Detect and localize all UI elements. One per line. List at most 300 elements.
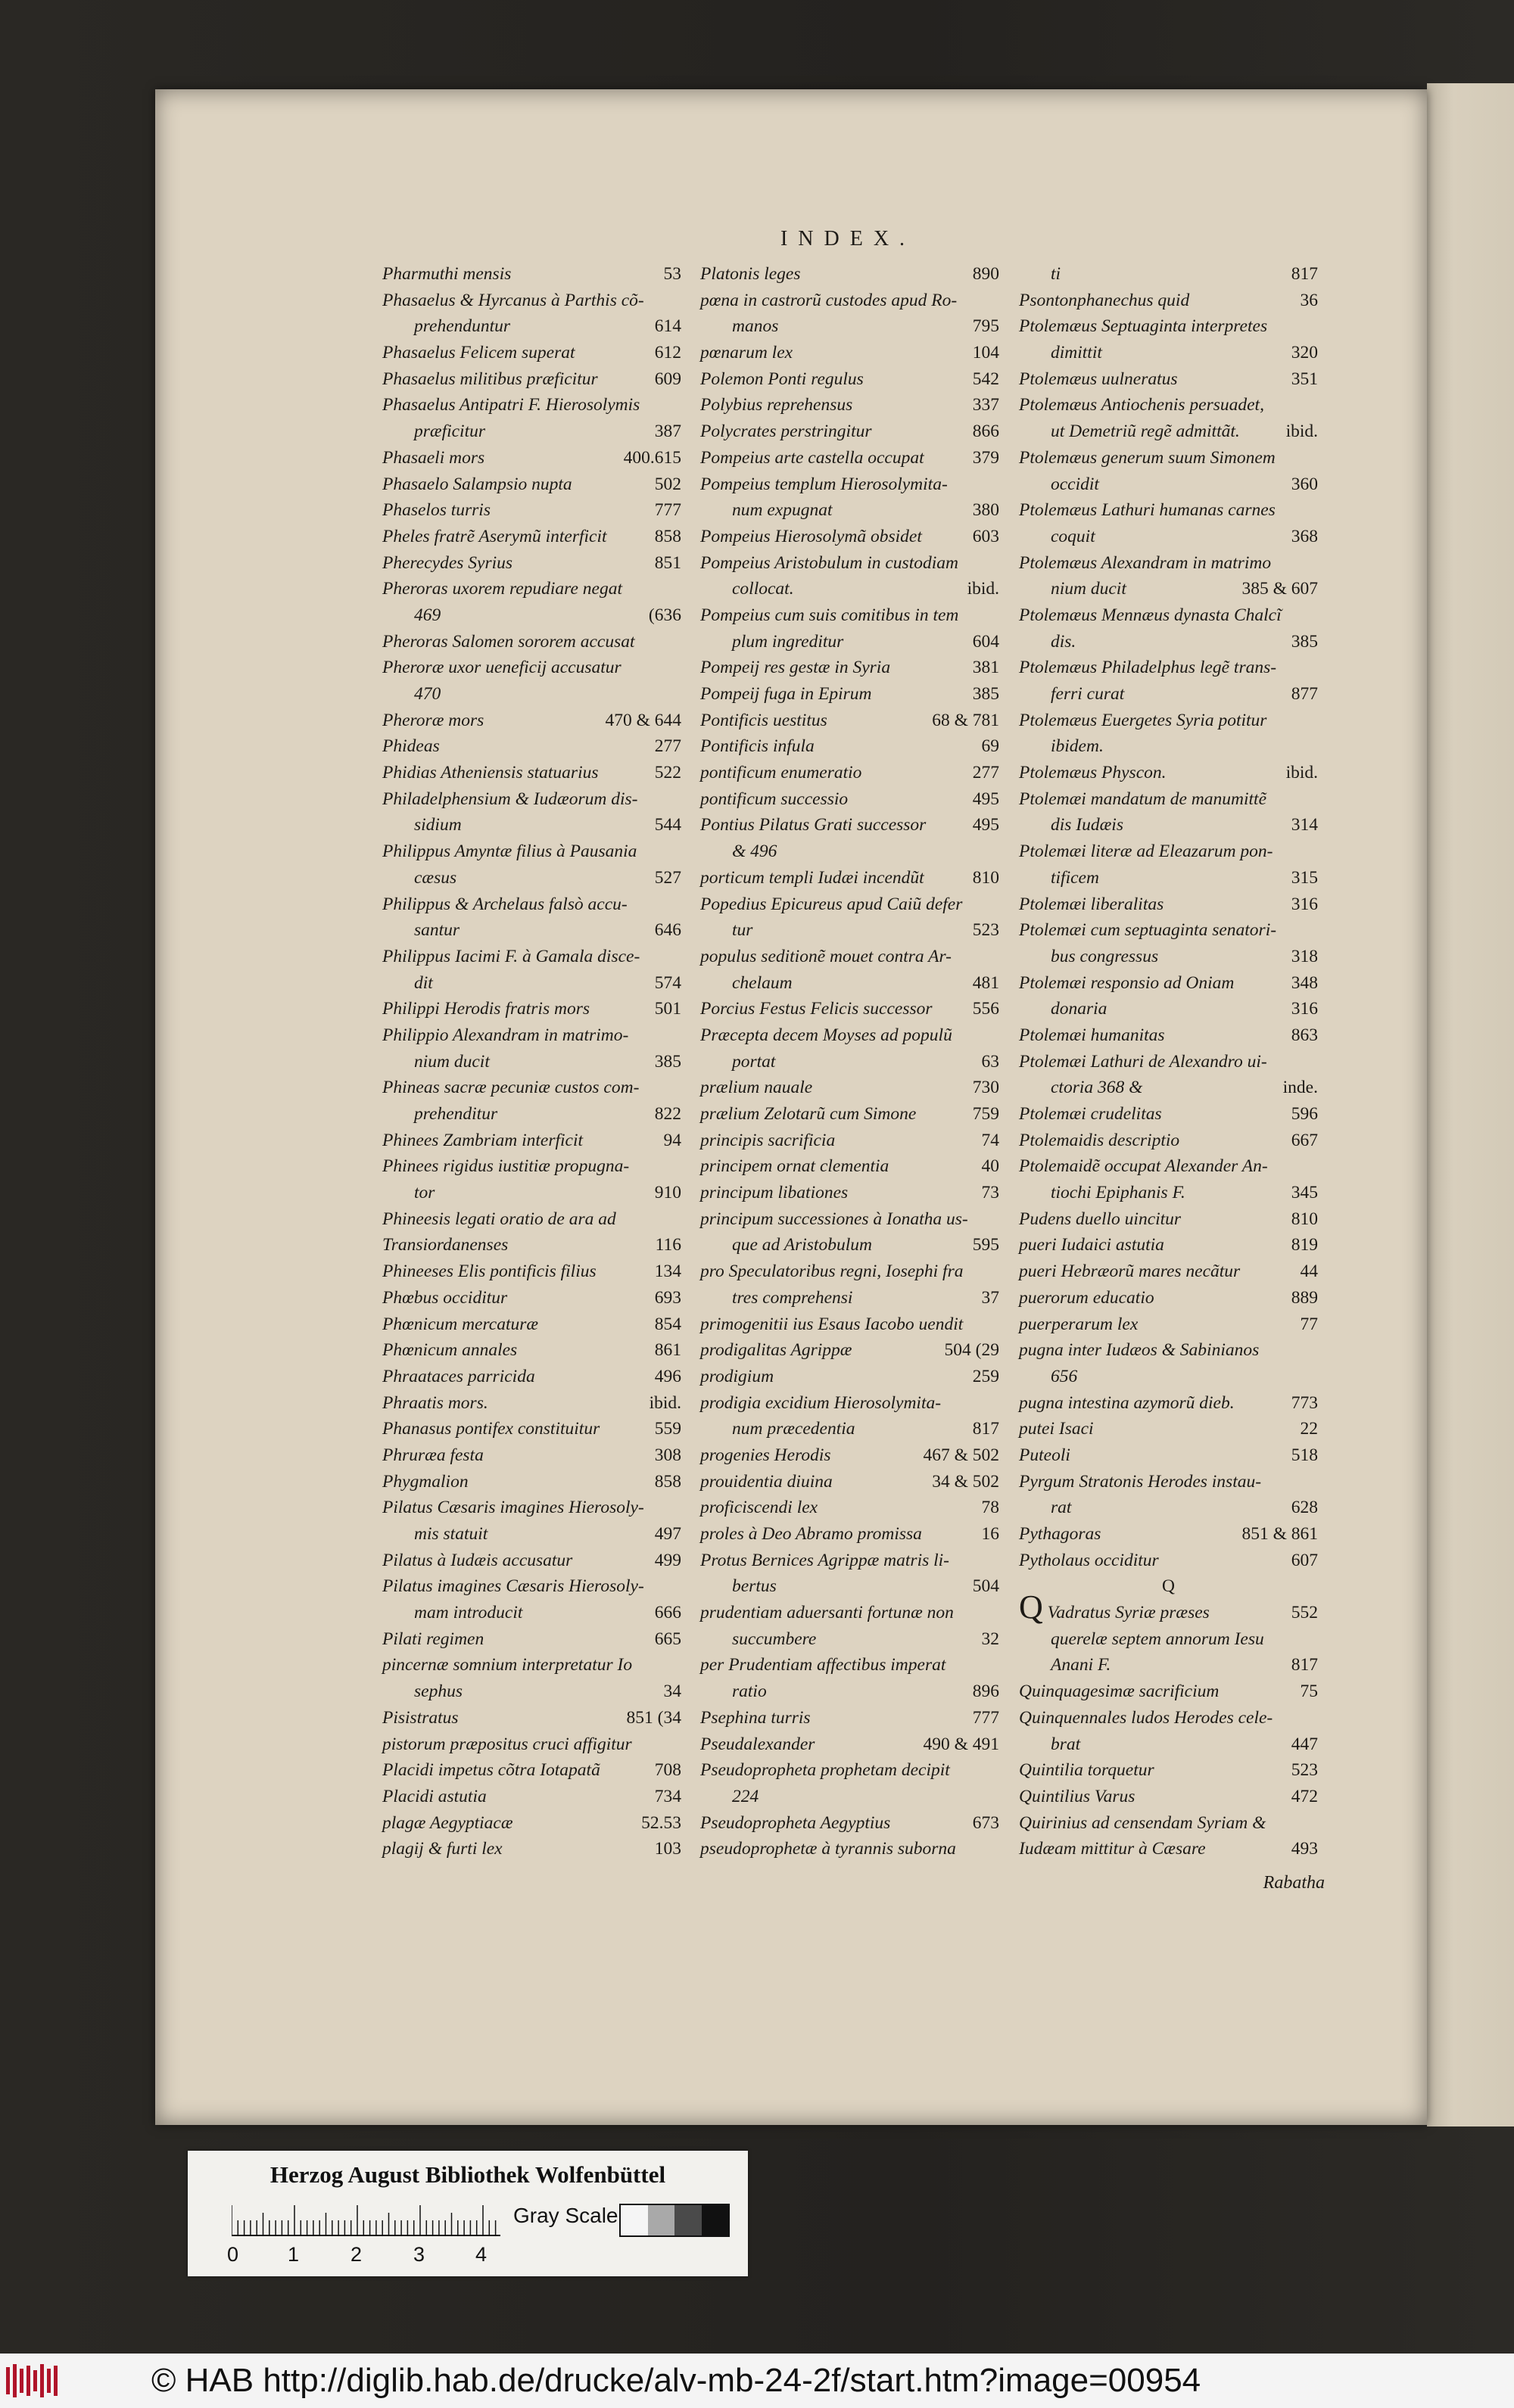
index-entry-page-number: 351: [1291, 369, 1318, 389]
index-entry-text: Pytholaus occiditur: [1019, 1550, 1159, 1570]
index-entry-page-number: 851 (34: [626, 1707, 681, 1728]
index-entry: [1019, 1337, 1318, 1364]
index-entry-page-number: 360: [1291, 474, 1318, 494]
index-entry: [382, 1232, 681, 1258]
index-entry-text: Ptolemæi mandatum de manumittẽ: [1019, 789, 1267, 809]
index-entry: [382, 891, 681, 918]
index-entry-text: prælium nauale: [700, 1078, 813, 1098]
index-entry-page-number: 609: [654, 369, 681, 389]
index-entry-page-number: 523: [972, 920, 999, 941]
index-entry-page-number: 759: [972, 1104, 999, 1124]
index-entry: [1019, 1258, 1318, 1285]
index-entry-text: Philippi Herodis fratris mors: [382, 999, 590, 1019]
index-entry-text: Ptolemæus uulneratus: [1019, 369, 1178, 389]
index-entry-page-number: 467 & 502: [923, 1445, 999, 1465]
index-entry: [1019, 1836, 1318, 1862]
index-entry-page-number: 777: [972, 1707, 999, 1728]
index-entry-page-number: 400.615: [623, 447, 681, 468]
index-entry: [382, 1153, 681, 1180]
index-entry: [382, 1101, 681, 1128]
index-entry: [1019, 1784, 1318, 1810]
index-entry-page-number: 75: [1300, 1682, 1318, 1702]
index-entry-text: Phinees rigidus iustitiæ propugna-: [382, 1156, 630, 1177]
index-entry-text: brat: [1051, 1734, 1081, 1754]
index-entry-page-number: 574: [654, 972, 681, 993]
gray-scale-label: Gray Scale: [513, 2204, 618, 2227]
index-entry-text: Puteoli: [1019, 1445, 1070, 1465]
index-entry: [382, 970, 681, 997]
index-entry-text: Ptolemæi responsio ad Oniam: [1019, 972, 1235, 993]
index-entry-text: Pharmuthi mensis: [382, 264, 512, 284]
index-entry: [700, 1731, 999, 1758]
index-entry: [700, 524, 999, 550]
index-entry: [1019, 366, 1318, 393]
index-entry-text: prudentiam aduersanti fortunæ non: [700, 1603, 954, 1623]
index-entry-text: Ptolemæus Lathuri humanas carnes: [1019, 500, 1276, 521]
index-entry: [700, 970, 999, 997]
index-entry-text: Philippus Iacimi F. à Gamala disce-: [382, 946, 640, 966]
index-entry: [382, 1390, 681, 1417]
index-entry: [1019, 1548, 1318, 1574]
index-entry-page-number: 504 (29: [944, 1340, 999, 1361]
index-entry-page-number: 385: [654, 1051, 681, 1072]
index-entry: [700, 917, 999, 944]
index-entry-page-number: 556: [972, 999, 999, 1019]
index-entry: [700, 1232, 999, 1258]
index-entry: [1019, 1285, 1318, 1311]
index-entry-page-number: 544: [654, 815, 681, 835]
index-entry-text: principem ornat clementia: [700, 1156, 889, 1177]
ruler-number: 0: [227, 2243, 239, 2266]
index-entry-page-number: 63: [981, 1051, 999, 1072]
index-entry-text: Pompeius templum Hierosolymita-: [700, 474, 948, 494]
index-entry: [700, 1626, 999, 1653]
index-entry-text: pœnarum lex: [700, 343, 793, 363]
index-entry: [1019, 524, 1318, 550]
index-entry: [382, 366, 681, 393]
index-entry: [700, 1049, 999, 1075]
index-entry: [1019, 1731, 1318, 1758]
index-entry: [382, 1285, 681, 1311]
index-entry-text: querelæ septem annorum Iesu: [1051, 1629, 1264, 1649]
index-entry: [382, 1022, 681, 1049]
index-entry-page-number: 858: [654, 526, 681, 546]
index-entry-text: putei Isaci: [1019, 1419, 1094, 1439]
ruler-number: 3: [413, 2243, 425, 2266]
index-entry: [1019, 1311, 1318, 1338]
index-entry-page-number: 314: [1291, 815, 1318, 835]
index-entry-page-number: 318: [1291, 946, 1318, 966]
index-entry-page-number: 73: [981, 1183, 999, 1203]
index-entry: [700, 944, 999, 970]
index-entry: [700, 471, 999, 498]
index-entry-text: Pherecydes Syrius: [382, 552, 513, 573]
index-entry-page-number: 116: [655, 1235, 681, 1255]
index-entry: [700, 1678, 999, 1705]
index-entry: [382, 681, 681, 708]
index-entry: [1019, 760, 1318, 786]
index-entry-text: Ptolemæus Physcon.: [1019, 763, 1167, 783]
index-entry-text: Anani F.: [1051, 1655, 1111, 1675]
index-entry-text: principum successiones à Ionatha us-: [700, 1209, 968, 1229]
index-entry-text: pincernæ somnium interpretatur Io: [382, 1655, 633, 1675]
index-entry-page-number: 316: [1291, 894, 1318, 914]
index-entry-page-number: 16: [981, 1524, 999, 1544]
index-entry: [700, 733, 999, 760]
index-entry-text: prehenditur: [414, 1104, 498, 1124]
index-entry-text: Pythagoras: [1019, 1524, 1101, 1544]
index-entry-page-number: 259: [972, 1366, 999, 1386]
index-entry: [382, 786, 681, 813]
index-entry: [700, 1521, 999, 1548]
index-entry-text: Pheroræ uxor ueneficij accusatur: [382, 658, 621, 678]
index-entry-text: Pompeij fuga in Epirum: [700, 684, 872, 704]
index-entry-text: Quinquennales ludos Herodes cele-: [1019, 1707, 1273, 1728]
index-entry-text: Phineas sacræ pecuniæ custos com-: [382, 1078, 640, 1098]
index-entry-text: Iudæam mittitur à Cæsare: [1019, 1839, 1206, 1859]
index-entry-page-number: 495: [972, 815, 999, 835]
index-entry-text: que ad Aristobulum: [732, 1235, 872, 1255]
gray-swatch-black: [702, 2205, 729, 2235]
index-entry: [382, 1364, 681, 1390]
index-entry-page-number: 78: [981, 1498, 999, 1518]
index-entry-page-number: 345: [1291, 1183, 1318, 1203]
index-entry-text: Polemon Ponti regulus: [700, 369, 864, 389]
index-entry: [382, 471, 681, 498]
index-entry-text: populus seditionẽ mouet contra Ar-: [700, 946, 952, 966]
index-entry-page-number: 773: [1291, 1392, 1318, 1413]
index-entry: [382, 497, 681, 524]
index-entry-page-number: 77: [1300, 1314, 1318, 1334]
index-entry-text: pistorum præpositus cruci affigitur: [382, 1734, 632, 1754]
index-entry-text: ctoria 368 &: [1051, 1078, 1143, 1098]
index-entry-text: Ptolemæi cum septuaginta senatori-: [1019, 920, 1277, 941]
index-entry-page-number: 890: [972, 264, 999, 284]
index-entry-text: Pontificis uestitus: [700, 710, 827, 730]
index-entry-page-number: 877: [1291, 684, 1318, 704]
index-entry-text: plagij & furti lex: [382, 1839, 503, 1859]
index-entry-page-number: 490 & 491: [923, 1734, 999, 1754]
index-entry-text: Phasaelo Salampsio nupta: [382, 474, 572, 494]
index-entry: [700, 1337, 999, 1364]
index-entry-text: tur: [732, 920, 753, 941]
index-entry-text: ratio: [732, 1682, 767, 1702]
index-entry-text: coquit: [1051, 526, 1095, 546]
index-entry: [700, 891, 999, 918]
index-entry-text: dis.: [1051, 631, 1076, 652]
index-entry-page-number: 499: [654, 1550, 681, 1570]
index-entry-page-number: 665: [654, 1629, 681, 1649]
index-entry-text: Protus Bernices Agrippæ matris li-: [700, 1550, 949, 1570]
index-entry-text: Pheroras uxorem repudiare negat: [382, 579, 622, 599]
index-entry-text: Phœbus occiditur: [382, 1287, 508, 1308]
index-entry-text: collocat.: [732, 579, 794, 599]
index-entry-page-number: 504: [972, 1576, 999, 1597]
index-entry-page-number: 646: [654, 920, 681, 941]
index-entry-page-number: 134: [654, 1262, 681, 1282]
index-entry-text: tiochi Epiphanis F.: [1051, 1183, 1185, 1203]
index-entry-text: manos: [732, 316, 779, 337]
index-entry-page-number: 348: [1291, 972, 1318, 993]
index-entry-text: progenies Herodis: [700, 1445, 831, 1465]
index-entry-text: Pompeij res gestæ in Syria: [700, 658, 891, 678]
index-entry-page-number: 810: [1291, 1209, 1318, 1229]
index-entry-page-number: 854: [654, 1314, 681, 1334]
index-entry-text: Pseudopropheta prophetam decipit: [700, 1760, 950, 1781]
index-entry-text: Ptolemaidẽ occupat Alexander An-: [1019, 1156, 1268, 1177]
index-entry: [1019, 1442, 1318, 1469]
index-entry: [382, 1311, 681, 1338]
index-entry-page-number: 44: [1300, 1262, 1318, 1282]
index-entry: [1019, 1364, 1318, 1390]
index-entry-page-number: 94: [663, 1130, 681, 1150]
index-entry-page-number: 308: [654, 1445, 681, 1465]
index-entry-page-number: 277: [654, 736, 681, 757]
index-entry: [382, 1705, 681, 1731]
index-entry-text: per Prudentiam affectibus imperat: [700, 1655, 946, 1675]
index-entry-text: Pompeius Hierosolymã obsidet: [700, 526, 922, 546]
index-entry-page-number: 795: [972, 316, 999, 337]
index-entry-text: plum ingreditur: [732, 631, 844, 652]
index-entry-page-number: 666: [654, 1603, 681, 1623]
index-entry: [382, 602, 681, 629]
index-entry-text: 469: [414, 605, 441, 625]
index-entry-text: Pilatus à Iudæis accusatur: [382, 1550, 573, 1570]
index-entry-page-number: 863: [1291, 1025, 1318, 1045]
index-entry-text: pugna intestina azymorũ dieb.: [1019, 1392, 1235, 1413]
index-entry: [1019, 708, 1318, 734]
index-entry-text: præficitur: [414, 422, 486, 442]
index-entry-text: Psephina turris: [700, 1707, 811, 1728]
index-entry: [700, 602, 999, 629]
index-entry: [382, 1337, 681, 1364]
index-entry-text: Q: [1162, 1576, 1175, 1597]
index-entry-text: Phinees Zambriam interficit: [382, 1130, 584, 1150]
index-entry-page-number: 34: [663, 1682, 681, 1702]
index-entry: [1019, 1495, 1318, 1521]
index-entry-text: plagæ Aegyptiacæ: [382, 1812, 513, 1833]
index-entry-text: num præcedentia: [732, 1419, 855, 1439]
index-entry-page-number: 501: [654, 999, 681, 1019]
index-entry-page-number: 595: [972, 1235, 999, 1255]
index-entry: [1019, 944, 1318, 970]
index-entry-text: Philadelphensium & Iudæorum dis-: [382, 789, 638, 809]
index-entry-text: nium ducit: [414, 1051, 490, 1072]
index-entry: [1019, 1705, 1318, 1731]
index-entry: [700, 1784, 999, 1810]
index-entry: [1019, 970, 1318, 997]
index-entry: [700, 340, 999, 366]
index-entry-text: Phruræa festa: [382, 1445, 484, 1465]
index-entry-page-number: 817: [1291, 264, 1318, 284]
index-entry: [700, 1652, 999, 1678]
index-entry-page-number: 734: [654, 1786, 681, 1806]
index-entry: [1019, 340, 1318, 366]
index-entry-page-number: 320: [1291, 343, 1318, 363]
index-entry-page-number: 368: [1291, 526, 1318, 546]
index-entry-page-number: 861: [654, 1340, 681, 1361]
index-entry: [1019, 681, 1318, 708]
index-entry: [700, 629, 999, 655]
index-entry-text: Ptolemæus Mennæus dynasta Chalcĩ: [1019, 605, 1282, 625]
index-entry-page-number: 673: [972, 1812, 999, 1833]
hab-logo-icon: [5, 2363, 65, 2399]
index-entry-page-number: 316: [1291, 999, 1318, 1019]
index-entry-text: Quintilius Varus: [1019, 1786, 1136, 1806]
index-entry-text: principum libationes: [700, 1183, 849, 1203]
index-entry-text: prodigium: [700, 1366, 774, 1386]
index-entry-page-number: inde.: [1282, 1078, 1318, 1098]
index-entry: [382, 550, 681, 577]
index-entry-text: prodigalitas Agrippæ: [700, 1340, 852, 1361]
index-entry: [1019, 1075, 1318, 1101]
index-entry-text: 224: [732, 1786, 759, 1806]
index-entry: [382, 733, 681, 760]
index-entry-text: puerperarum lex: [1019, 1314, 1139, 1334]
index-entry-text: 470: [414, 684, 441, 704]
index-entry-text: Platonis leges: [700, 264, 801, 284]
index-entry-text: proficiscendi lex: [700, 1498, 818, 1518]
index-entry-text: Philippus Amyntæ filius à Pausania: [382, 842, 637, 862]
index-entry: [700, 261, 999, 288]
index-entry-page-number: 603: [972, 526, 999, 546]
index-entry: [700, 1075, 999, 1101]
index-entry-text: Ptolemæi crudelitas: [1019, 1104, 1162, 1124]
index-entry-page-number: 379: [972, 447, 999, 468]
index-entry: [1019, 313, 1318, 340]
index-entry: [382, 524, 681, 550]
index-entry-text: principis sacrificia: [700, 1130, 836, 1150]
index-entry: [382, 1258, 681, 1285]
index-entry: [700, 576, 999, 602]
index-entry-text: Phaselos turris: [382, 500, 491, 521]
index-entry: [1019, 1022, 1318, 1049]
index-entry-page-number: 522: [654, 763, 681, 783]
index-entry-page-number: 34 & 502: [932, 1471, 999, 1492]
index-entry-page-number: 69: [981, 736, 999, 757]
index-entry-text: pontificum enumeratio: [700, 763, 862, 783]
index-entry-page-number: 337: [972, 395, 999, 415]
index-entry-text: Phœnicum annales: [382, 1340, 518, 1361]
index-entry: [700, 392, 999, 418]
index-entry: [700, 1442, 999, 1469]
index-entry: [700, 655, 999, 681]
index-entry-page-number: 614: [654, 316, 681, 337]
index-entry-text: Ptolemæus Antiochenis persuadet,: [1019, 395, 1264, 415]
index-entry-page-number: 552: [1291, 1603, 1318, 1623]
index-entry: [382, 708, 681, 734]
index-entry-text: Ptolemaidis descriptio: [1019, 1130, 1180, 1150]
index-entry-page-number: 32: [981, 1629, 999, 1649]
index-entry: [700, 681, 999, 708]
index-entry: [1019, 1652, 1318, 1678]
catchword: Rabatha: [1263, 1873, 1325, 1893]
index-entry: [1019, 1049, 1318, 1075]
index-entry-page-number: 559: [654, 1419, 681, 1439]
index-entry: [1019, 1810, 1318, 1837]
index-entry-text: Ptolemæus Septuaginta interpretes: [1019, 316, 1268, 337]
index-entry-text: num expugnat: [732, 500, 833, 521]
index-entry: [1019, 1678, 1318, 1705]
facing-page-edge: [1427, 83, 1514, 2126]
index-entry: [1019, 1757, 1318, 1784]
index-entry: [700, 497, 999, 524]
index-entry: [382, 865, 681, 891]
index-entry: [700, 1416, 999, 1442]
index-entry: [382, 1075, 681, 1101]
index-entry-text: Popedius Epicureus apud Caiũ defer: [700, 894, 963, 914]
index-entry-text: Phasaelus militibus præficitur: [382, 369, 598, 389]
index-entry-page-number: 518: [1291, 1445, 1318, 1465]
index-column-1: [382, 261, 681, 1862]
index-entry-page-number: ibid.: [1285, 422, 1318, 442]
index-entry-page-number: 889: [1291, 1287, 1318, 1308]
index-entry: [382, 340, 681, 366]
index-entry-page-number: 447: [1291, 1734, 1318, 1754]
index-entry: [382, 1416, 681, 1442]
index-entry-text: Phraataces parricida: [382, 1366, 535, 1386]
index-entry: [700, 366, 999, 393]
index-entry: [382, 1784, 681, 1810]
index-entry: [700, 1757, 999, 1784]
index-entry-text: pugna inter Iudæos & Sabinianos: [1019, 1340, 1260, 1361]
index-entry-page-number: 385: [1291, 631, 1318, 652]
index-entry-text: Præcepta decem Moyses ad populũ: [700, 1025, 952, 1045]
index-entry-page-number: ibid.: [967, 579, 999, 599]
footer-citation[interactable]: © HAB http://diglib.hab.de/drucke/alv-mb-24-2f/start.htm?image=00954: [151, 2362, 1201, 2399]
index-entry: [700, 1548, 999, 1574]
index-entry-page-number: 502: [654, 474, 681, 494]
index-entry: [382, 1548, 681, 1574]
index-entry: [700, 1390, 999, 1417]
index-entry: [382, 576, 681, 602]
footer-bar: [0, 2354, 1514, 2408]
index-entry-text: succumbere: [732, 1629, 817, 1649]
index-entry: [1019, 602, 1318, 629]
index-entry: [382, 838, 681, 865]
index-entry-text: Phineeses Elis pontificis filius: [382, 1262, 597, 1282]
index-entry: [700, 1573, 999, 1600]
index-entry-text: Placidi impetus cõtra Iotapatã: [382, 1760, 600, 1781]
index-entry-text: Pontius Pilatus Grati successor: [700, 815, 927, 835]
index-entry-text: Phasaelus Antipatri F. Hierosolymis: [382, 395, 640, 415]
index-entry: [382, 1678, 681, 1705]
index-entry-page-number: 810: [972, 867, 999, 888]
index-entry-page-number: 910: [654, 1183, 681, 1203]
index-entry: [1019, 786, 1318, 813]
index-entry: [382, 1521, 681, 1548]
index-entry: [382, 629, 681, 655]
ruler-number: 2: [350, 2243, 363, 2266]
index-entry: [700, 1600, 999, 1626]
index-entry-text: dis Iudæis: [1051, 815, 1123, 835]
index-entry-text: mam introducit: [414, 1603, 523, 1623]
index-entry-page-number: 315: [1291, 867, 1318, 888]
index-entry-text: Phygmalion: [382, 1471, 469, 1492]
ruler-number: 4: [475, 2243, 488, 2266]
index-entry-text: Polycrates perstringitur: [700, 422, 872, 442]
index-entry-text: tres comprehensi: [732, 1287, 853, 1308]
index-entry-page-number: 103: [654, 1839, 681, 1859]
index-entry: [1019, 261, 1318, 288]
index-entry: [1019, 1416, 1318, 1442]
index-entry-text: Phanasus pontifex constituitur: [382, 1419, 600, 1439]
index-entry: [382, 1469, 681, 1495]
index-entry-text: puerorum educatio: [1019, 1287, 1154, 1308]
index-entry: [1019, 576, 1318, 602]
index-entry-text: Porcius Festus Felicis successor: [700, 999, 933, 1019]
index-column-2: [700, 261, 999, 1862]
